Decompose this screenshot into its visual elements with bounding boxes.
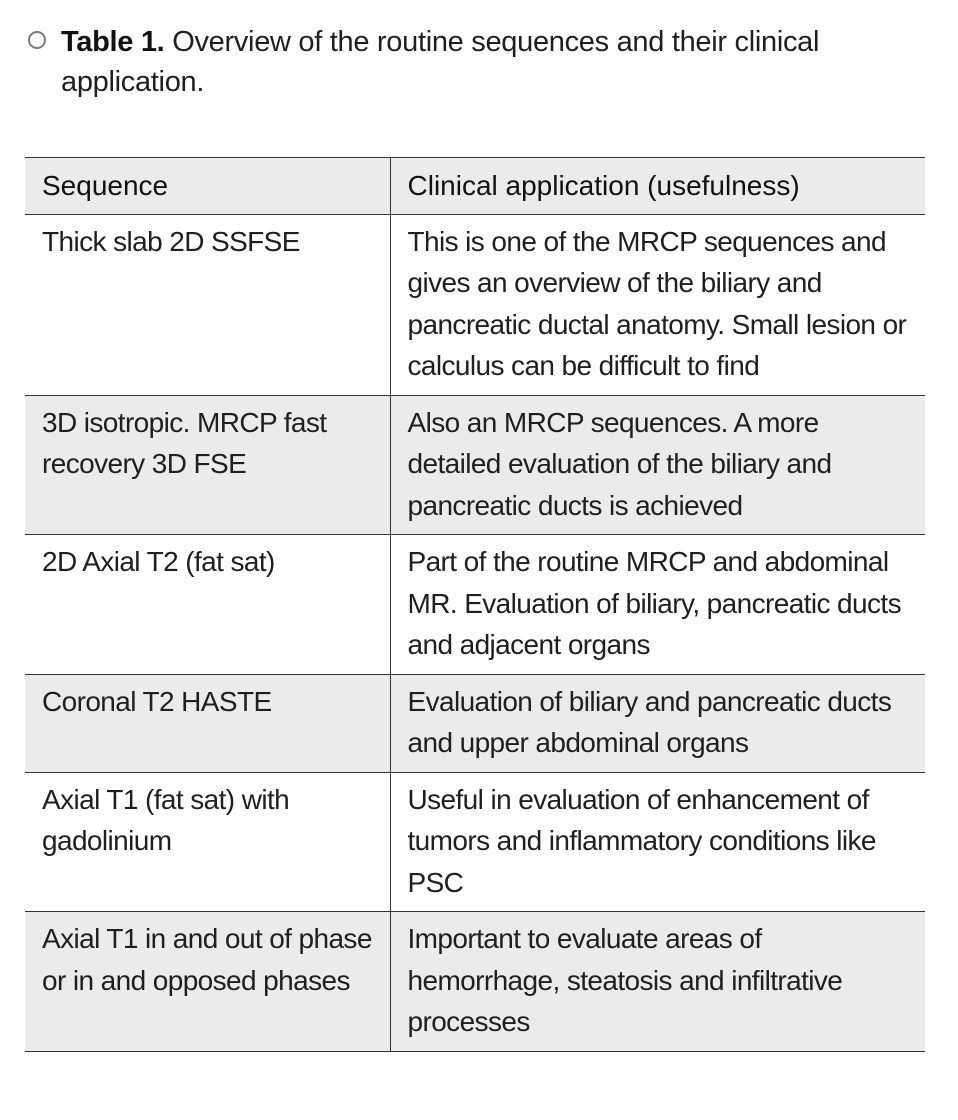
cell-sequence: Thick slab 2D SSFSE [25, 214, 390, 395]
caption-text [61, 22, 938, 102]
table-row [25, 772, 925, 912]
cell-application: Useful in evaluation of enhancement of tumors and inflammatory conditions like PSC [390, 772, 925, 912]
caption-body: Overview of the routine sequences and their clinical application. [61, 26, 820, 98]
header-clinical-application: Clinical application (usefulness) [390, 158, 925, 215]
table-caption [28, 22, 938, 102]
table-row [25, 535, 925, 675]
table-row [25, 395, 925, 535]
cell-application: Part of the routine MRCP and abdominal MR. Evaluation of biliary, pancreatic ducts and adjacent organs [390, 535, 925, 675]
header-sequence: Sequence [25, 158, 390, 215]
cell-sequence: 3D isotropic. MRCP fast recovery 3D FSE [25, 395, 390, 535]
cell-application: Evaluation of biliary and pancreatic ducts and upper abdominal organs [390, 674, 925, 772]
cell-application: Important to evaluate areas of hemorrhage, steatosis and infiltrative processes [390, 912, 925, 1052]
table-row [25, 912, 925, 1052]
table-row [25, 674, 925, 772]
cell-application: This is one of the MRCP sequences and gives an overview of the biliary and pancreatic ductal anatomy. Small lesion or calculus can be difficult to find [390, 214, 925, 395]
cell-application: Also an MRCP sequences. A more detailed evaluation of the biliary and pancreatic ducts is achieved [390, 395, 925, 535]
cell-sequence: Axial T1 (fat sat) with gadolinium [25, 772, 390, 912]
table-row [25, 214, 925, 395]
sequence-table [25, 157, 925, 1052]
cell-sequence: 2D Axial T2 (fat sat) [25, 535, 390, 675]
circle-bullet-icon [28, 31, 46, 49]
caption-label: Table 1. [61, 26, 165, 58]
table-header-row [25, 158, 925, 215]
cell-sequence: Coronal T2 HASTE [25, 674, 390, 772]
cell-sequence: Axial T1 in and out of phase or in and opposed phases [25, 912, 390, 1052]
